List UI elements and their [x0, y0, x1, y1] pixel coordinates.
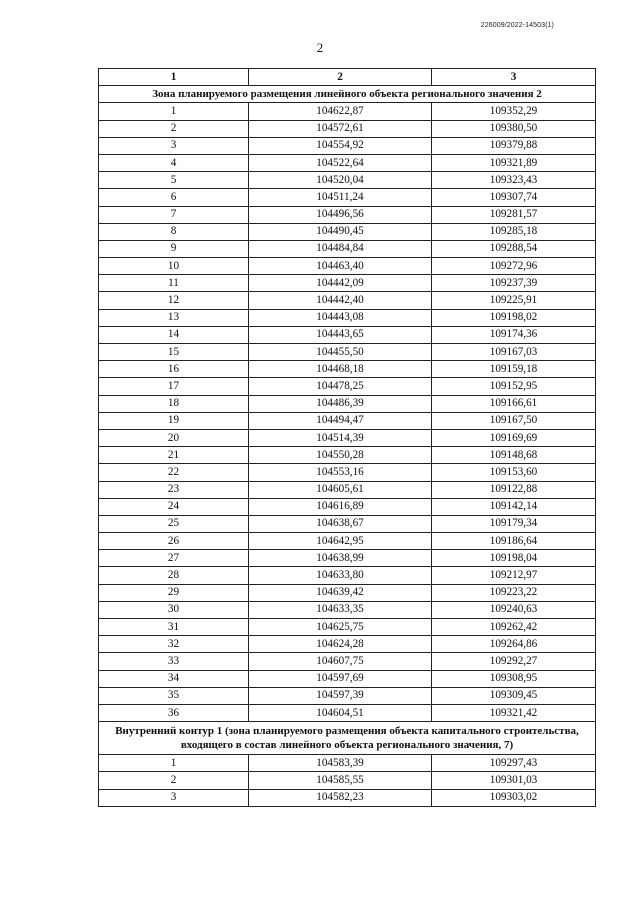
table-row — [99, 412, 596, 429]
y-coordinate-cell: 109352,29 — [432, 103, 596, 120]
point-number-cell: 9 — [99, 240, 249, 257]
y-coordinate-cell: 109169,69 — [432, 429, 596, 446]
x-coordinate-cell: 104478,25 — [249, 378, 432, 395]
y-coordinate-cell: 109166,61 — [432, 395, 596, 412]
x-coordinate-cell: 104490,45 — [249, 223, 432, 240]
x-coordinate-cell: 104554,92 — [249, 137, 432, 154]
table-row — [99, 429, 596, 446]
point-number-cell: 2 — [99, 120, 249, 137]
point-number-cell: 25 — [99, 515, 249, 532]
y-coordinate-cell: 109380,50 — [432, 120, 596, 137]
x-coordinate-cell: 104484,84 — [249, 240, 432, 257]
point-number-cell: 13 — [99, 309, 249, 326]
table-row — [99, 464, 596, 481]
point-number-cell: 17 — [99, 378, 249, 395]
point-number-cell: 24 — [99, 498, 249, 515]
y-coordinate-cell: 109186,64 — [432, 533, 596, 550]
point-number-cell: 26 — [99, 533, 249, 550]
y-coordinate-cell: 109237,39 — [432, 275, 596, 292]
point-number-cell: 22 — [99, 464, 249, 481]
x-coordinate-cell: 104638,67 — [249, 515, 432, 532]
point-number-cell: 7 — [99, 206, 249, 223]
table-row — [99, 789, 596, 806]
table-row — [99, 292, 596, 309]
x-coordinate-cell: 104511,24 — [249, 189, 432, 206]
x-coordinate-cell: 104572,61 — [249, 120, 432, 137]
table-row — [99, 481, 596, 498]
table-row — [99, 636, 596, 653]
x-coordinate-cell: 104638,99 — [249, 550, 432, 567]
point-number-cell: 21 — [99, 447, 249, 464]
point-number-cell: 18 — [99, 395, 249, 412]
point-number-cell: 34 — [99, 670, 249, 687]
point-number-cell: 29 — [99, 584, 249, 601]
section-title: Внутренний контур 1 (зона планируемого размещения объекта капитального строительства, входящего в состав линейного объекта регионального значения, 7) — [99, 722, 596, 755]
point-number-cell: 3 — [99, 137, 249, 154]
y-coordinate-cell: 109292,27 — [432, 653, 596, 670]
table-row — [99, 309, 596, 326]
table-header — [99, 69, 596, 86]
table-row — [99, 619, 596, 636]
x-coordinate-cell: 104496,56 — [249, 206, 432, 223]
table-row — [99, 361, 596, 378]
y-coordinate-cell: 109148,68 — [432, 447, 596, 464]
x-coordinate-cell: 104604,51 — [249, 704, 432, 721]
table-row — [99, 172, 596, 189]
point-number-cell: 6 — [99, 189, 249, 206]
point-number-cell: 31 — [99, 619, 249, 636]
table-row — [99, 533, 596, 550]
table-row — [99, 395, 596, 412]
y-coordinate-cell: 109321,89 — [432, 154, 596, 171]
table-row — [99, 498, 596, 515]
x-coordinate-cell: 104597,69 — [249, 670, 432, 687]
column-header-2: 2 — [249, 69, 432, 86]
table-row — [99, 120, 596, 137]
point-number-cell: 14 — [99, 326, 249, 343]
y-coordinate-cell: 109264,86 — [432, 636, 596, 653]
table-header-row — [99, 69, 596, 86]
y-coordinate-cell: 109308,95 — [432, 670, 596, 687]
x-coordinate-cell: 104550,28 — [249, 447, 432, 464]
point-number-cell: 32 — [99, 636, 249, 653]
x-coordinate-cell: 104443,65 — [249, 326, 432, 343]
page-number: 2 — [316, 40, 324, 55]
y-coordinate-cell: 109223,22 — [432, 584, 596, 601]
point-number-cell: 23 — [99, 481, 249, 498]
point-number-cell: 5 — [99, 172, 249, 189]
table-row — [99, 258, 596, 275]
x-coordinate-cell: 104607,75 — [249, 653, 432, 670]
table-row — [99, 704, 596, 721]
y-coordinate-cell: 109307,74 — [432, 189, 596, 206]
x-coordinate-cell: 104522,64 — [249, 154, 432, 171]
y-coordinate-cell: 109323,43 — [432, 172, 596, 189]
y-coordinate-cell: 109198,04 — [432, 550, 596, 567]
x-coordinate-cell: 104605,61 — [249, 481, 432, 498]
column-header-3: 3 — [432, 69, 596, 86]
table-row — [99, 755, 596, 772]
x-coordinate-cell: 104633,80 — [249, 567, 432, 584]
y-coordinate-cell: 109281,57 — [432, 206, 596, 223]
table-row — [99, 344, 596, 361]
table-row — [99, 189, 596, 206]
table-row — [99, 378, 596, 395]
table-row — [99, 601, 596, 618]
table-row — [99, 653, 596, 670]
x-coordinate-cell: 104633,35 — [249, 601, 432, 618]
point-number-cell: 2 — [99, 772, 249, 789]
y-coordinate-cell: 109225,91 — [432, 292, 596, 309]
point-number-cell: 36 — [99, 704, 249, 721]
table-row — [99, 240, 596, 257]
point-number-cell: 10 — [99, 258, 249, 275]
x-coordinate-cell: 104486,39 — [249, 395, 432, 412]
point-number-cell: 16 — [99, 361, 249, 378]
point-number-cell: 27 — [99, 550, 249, 567]
table-body — [99, 86, 596, 807]
x-coordinate-cell: 104553,16 — [249, 464, 432, 481]
point-number-cell: 28 — [99, 567, 249, 584]
table-row — [99, 772, 596, 789]
point-number-cell: 4 — [99, 154, 249, 171]
y-coordinate-cell: 109309,45 — [432, 687, 596, 704]
x-coordinate-cell: 104514,39 — [249, 429, 432, 446]
x-coordinate-cell: 104597,39 — [249, 687, 432, 704]
y-coordinate-cell: 109159,18 — [432, 361, 596, 378]
y-coordinate-cell: 109301,03 — [432, 772, 596, 789]
section-row — [99, 86, 596, 103]
y-coordinate-cell: 109212,97 — [432, 567, 596, 584]
y-coordinate-cell: 109122,88 — [432, 481, 596, 498]
point-number-cell: 33 — [99, 653, 249, 670]
x-coordinate-cell: 104468,18 — [249, 361, 432, 378]
x-coordinate-cell: 104582,23 — [249, 789, 432, 806]
document-id: 226009/2022-14503(1) — [480, 22, 554, 29]
x-coordinate-cell: 104622,87 — [249, 103, 432, 120]
y-coordinate-cell: 109167,03 — [432, 344, 596, 361]
table-row — [99, 206, 596, 223]
y-coordinate-cell: 109297,43 — [432, 755, 596, 772]
table-row — [99, 103, 596, 120]
section-row — [99, 722, 596, 755]
coordinates-table — [98, 68, 596, 807]
y-coordinate-cell: 109288,54 — [432, 240, 596, 257]
x-coordinate-cell: 104442,40 — [249, 292, 432, 309]
table-row — [99, 687, 596, 704]
y-coordinate-cell: 109240,63 — [432, 601, 596, 618]
y-coordinate-cell: 109272,96 — [432, 258, 596, 275]
x-coordinate-cell: 104455,50 — [249, 344, 432, 361]
table-row — [99, 584, 596, 601]
table-row — [99, 515, 596, 532]
y-coordinate-cell: 109167,50 — [432, 412, 596, 429]
y-coordinate-cell: 109152,95 — [432, 378, 596, 395]
y-coordinate-cell: 109321,42 — [432, 704, 596, 721]
y-coordinate-cell: 109174,36 — [432, 326, 596, 343]
y-coordinate-cell: 109285,18 — [432, 223, 596, 240]
point-number-cell: 1 — [99, 755, 249, 772]
table-row — [99, 550, 596, 567]
y-coordinate-cell: 109198,02 — [432, 309, 596, 326]
table-row — [99, 670, 596, 687]
column-header-1: 1 — [99, 69, 249, 86]
point-number-cell: 15 — [99, 344, 249, 361]
table-row — [99, 275, 596, 292]
table-row — [99, 326, 596, 343]
x-coordinate-cell: 104585,55 — [249, 772, 432, 789]
y-coordinate-cell: 109303,02 — [432, 789, 596, 806]
y-coordinate-cell: 109379,88 — [432, 137, 596, 154]
y-coordinate-cell: 109262,42 — [432, 619, 596, 636]
point-number-cell: 3 — [99, 789, 249, 806]
x-coordinate-cell: 104443,08 — [249, 309, 432, 326]
x-coordinate-cell: 104642,95 — [249, 533, 432, 550]
section-title: Зона планируемого размещения линейного объекта регионального значения 2 — [99, 86, 596, 103]
point-number-cell: 20 — [99, 429, 249, 446]
point-number-cell: 11 — [99, 275, 249, 292]
y-coordinate-cell: 109142,14 — [432, 498, 596, 515]
point-number-cell: 30 — [99, 601, 249, 618]
table-row — [99, 447, 596, 464]
x-coordinate-cell: 104442,09 — [249, 275, 432, 292]
table-row — [99, 567, 596, 584]
x-coordinate-cell: 104625,75 — [249, 619, 432, 636]
point-number-cell: 19 — [99, 412, 249, 429]
table-row — [99, 154, 596, 171]
y-coordinate-cell: 109179,34 — [432, 515, 596, 532]
y-coordinate-cell: 109153,60 — [432, 464, 596, 481]
x-coordinate-cell: 104624,28 — [249, 636, 432, 653]
table-row — [99, 137, 596, 154]
x-coordinate-cell: 104494,47 — [249, 412, 432, 429]
point-number-cell: 8 — [99, 223, 249, 240]
x-coordinate-cell: 104520,04 — [249, 172, 432, 189]
point-number-cell: 12 — [99, 292, 249, 309]
point-number-cell: 35 — [99, 687, 249, 704]
x-coordinate-cell: 104463,40 — [249, 258, 432, 275]
x-coordinate-cell: 104583,39 — [249, 755, 432, 772]
point-number-cell: 1 — [99, 103, 249, 120]
x-coordinate-cell: 104616,89 — [249, 498, 432, 515]
table-row — [99, 223, 596, 240]
x-coordinate-cell: 104639,42 — [249, 584, 432, 601]
